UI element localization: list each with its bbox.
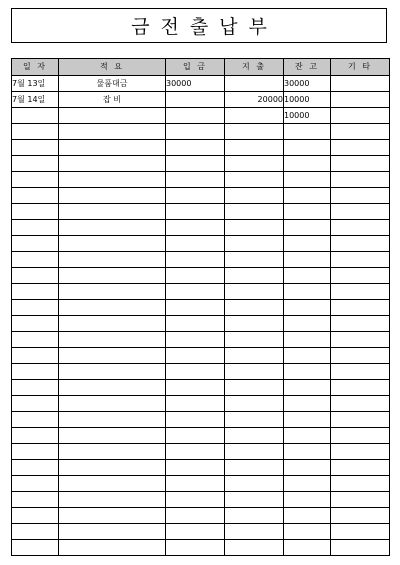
ledger-table: [11, 58, 390, 556]
other-cell: [331, 252, 390, 268]
balance-cell: [284, 204, 331, 220]
deposit-cell: [166, 348, 225, 364]
balance-cell: [284, 140, 331, 156]
deposit-cell: [166, 124, 225, 140]
balance-cell: [284, 348, 331, 364]
date-cell: [12, 380, 59, 396]
table-row: [12, 316, 390, 332]
expense-cell: [225, 300, 284, 316]
other-cell: [331, 332, 390, 348]
table-row: [12, 524, 390, 540]
expense-cell: [225, 428, 284, 444]
expense-cell: [225, 492, 284, 508]
other-cell: [331, 476, 390, 492]
other-cell: [331, 108, 390, 124]
description-cell: [59, 220, 166, 236]
balance-cell: [284, 540, 331, 556]
date-cell: [12, 492, 59, 508]
table-row: [12, 140, 390, 156]
date-cell: [12, 124, 59, 140]
other-cell: [331, 412, 390, 428]
deposit-cell: [166, 300, 225, 316]
date-cell: [12, 444, 59, 460]
description-cell: [59, 204, 166, 220]
other-cell: [331, 172, 390, 188]
other-cell: [331, 284, 390, 300]
balance-cell: [284, 460, 331, 476]
balance-cell: 10000: [284, 92, 331, 108]
deposit-cell: [166, 540, 225, 556]
balance-cell: [284, 220, 331, 236]
table-row: [12, 380, 390, 396]
table-row: [12, 396, 390, 412]
date-cell: [12, 252, 59, 268]
other-cell: [331, 444, 390, 460]
page-title: 금전출납부: [131, 16, 278, 38]
table-row: [12, 76, 390, 92]
table-row: [12, 236, 390, 252]
other-cell: [331, 156, 390, 172]
expense-cell: [225, 444, 284, 460]
expense-cell: [225, 284, 284, 300]
balance-cell: 10000: [284, 108, 331, 124]
date-cell: [12, 348, 59, 364]
other-cell: [331, 124, 390, 140]
expense-cell: [225, 108, 284, 124]
expense-cell: [225, 252, 284, 268]
description-cell: [59, 476, 166, 492]
table-row: [12, 92, 390, 108]
expense-cell: [225, 412, 284, 428]
deposit-cell: [166, 364, 225, 380]
table-row: [12, 540, 390, 556]
date-cell: [12, 108, 59, 124]
other-cell: [331, 316, 390, 332]
table-row: [12, 412, 390, 428]
balance-cell: [284, 156, 331, 172]
balance-cell: [284, 316, 331, 332]
other-cell: [331, 188, 390, 204]
expense-cell: [225, 172, 284, 188]
description-cell: [59, 508, 166, 524]
description-cell: [59, 380, 166, 396]
expense-cell: [225, 476, 284, 492]
date-cell: [12, 412, 59, 428]
column-header-deposit: 입 금: [166, 59, 225, 76]
date-cell: [12, 508, 59, 524]
date-cell: [12, 204, 59, 220]
date-cell: 7월 13일: [12, 76, 59, 92]
balance-cell: [284, 476, 331, 492]
table-row: [12, 508, 390, 524]
description-cell: [59, 156, 166, 172]
balance-cell: [284, 268, 331, 284]
other-cell: [331, 76, 390, 92]
description-cell: [59, 396, 166, 412]
balance-cell: [284, 252, 331, 268]
title-box: [11, 8, 387, 43]
other-cell: [331, 300, 390, 316]
deposit-cell: [166, 92, 225, 108]
other-cell: [331, 508, 390, 524]
expense-cell: [225, 204, 284, 220]
balance-cell: [284, 396, 331, 412]
other-cell: [331, 380, 390, 396]
table-row: [12, 492, 390, 508]
deposit-cell: [166, 204, 225, 220]
date-cell: [12, 188, 59, 204]
expense-cell: [225, 236, 284, 252]
table-row: [12, 460, 390, 476]
deposit-cell: [166, 156, 225, 172]
balance-cell: [284, 412, 331, 428]
table-row: [12, 124, 390, 140]
description-cell: [59, 364, 166, 380]
description-cell: [59, 524, 166, 540]
balance-cell: [284, 428, 331, 444]
date-cell: [12, 364, 59, 380]
table-row: [12, 348, 390, 364]
other-cell: [331, 140, 390, 156]
column-header-expense: 지 출: [225, 59, 284, 76]
description-cell: 물품대금: [59, 76, 166, 92]
date-cell: [12, 396, 59, 412]
date-cell: [12, 172, 59, 188]
deposit-cell: [166, 460, 225, 476]
deposit-cell: [166, 316, 225, 332]
description-cell: [59, 444, 166, 460]
description-cell: [59, 252, 166, 268]
deposit-cell: [166, 476, 225, 492]
date-cell: [12, 524, 59, 540]
deposit-cell: [166, 412, 225, 428]
deposit-cell: [166, 332, 225, 348]
expense-cell: [225, 156, 284, 172]
other-cell: [331, 268, 390, 284]
balance-cell: [284, 236, 331, 252]
deposit-cell: [166, 444, 225, 460]
date-cell: [12, 140, 59, 156]
description-cell: [59, 428, 166, 444]
table-row: [12, 252, 390, 268]
expense-cell: [225, 268, 284, 284]
expense-cell: 20000: [225, 92, 284, 108]
table-row: [12, 364, 390, 380]
balance-cell: [284, 124, 331, 140]
other-cell: [331, 540, 390, 556]
column-header-other: 기 타: [331, 59, 390, 76]
table-row: [12, 188, 390, 204]
table-row: [12, 444, 390, 460]
date-cell: [12, 540, 59, 556]
date-cell: [12, 220, 59, 236]
description-cell: [59, 236, 166, 252]
deposit-cell: [166, 220, 225, 236]
description-cell: [59, 332, 166, 348]
other-cell: [331, 204, 390, 220]
expense-cell: [225, 524, 284, 540]
date-cell: [12, 332, 59, 348]
deposit-cell: [166, 396, 225, 412]
other-cell: [331, 428, 390, 444]
table-row: [12, 284, 390, 300]
deposit-cell: [166, 284, 225, 300]
table-row: [12, 172, 390, 188]
expense-cell: [225, 380, 284, 396]
deposit-cell: [166, 188, 225, 204]
deposit-cell: [166, 108, 225, 124]
description-cell: [59, 300, 166, 316]
column-header-description: 적 요: [59, 59, 166, 76]
balance-cell: [284, 524, 331, 540]
expense-cell: [225, 76, 284, 92]
date-cell: [12, 236, 59, 252]
expense-cell: [225, 124, 284, 140]
deposit-cell: [166, 252, 225, 268]
description-cell: [59, 188, 166, 204]
other-cell: [331, 524, 390, 540]
table-row: [12, 300, 390, 316]
expense-cell: [225, 348, 284, 364]
balance-cell: [284, 364, 331, 380]
expense-cell: [225, 140, 284, 156]
other-cell: [331, 92, 390, 108]
table-row: [12, 476, 390, 492]
date-cell: [12, 284, 59, 300]
expense-cell: [225, 332, 284, 348]
expense-cell: [225, 188, 284, 204]
table-row: [12, 220, 390, 236]
deposit-cell: [166, 508, 225, 524]
description-cell: [59, 492, 166, 508]
description-cell: [59, 316, 166, 332]
expense-cell: [225, 396, 284, 412]
deposit-cell: [166, 428, 225, 444]
description-cell: [59, 140, 166, 156]
description-cell: [59, 412, 166, 428]
other-cell: [331, 492, 390, 508]
balance-cell: [284, 188, 331, 204]
description-cell: 잡 비: [59, 92, 166, 108]
description-cell: [59, 172, 166, 188]
other-cell: [331, 236, 390, 252]
expense-cell: [225, 364, 284, 380]
deposit-cell: [166, 268, 225, 284]
balance-cell: [284, 300, 331, 316]
date-cell: [12, 428, 59, 444]
date-cell: [12, 300, 59, 316]
balance-cell: 30000: [284, 76, 331, 92]
expense-cell: [225, 508, 284, 524]
description-cell: [59, 284, 166, 300]
deposit-cell: 30000: [166, 76, 225, 92]
other-cell: [331, 364, 390, 380]
table-row: [12, 332, 390, 348]
expense-cell: [225, 316, 284, 332]
date-cell: [12, 476, 59, 492]
balance-cell: [284, 508, 331, 524]
other-cell: [331, 220, 390, 236]
balance-cell: [284, 284, 331, 300]
balance-cell: [284, 380, 331, 396]
description-cell: [59, 124, 166, 140]
other-cell: [331, 460, 390, 476]
description-cell: [59, 108, 166, 124]
date-cell: [12, 268, 59, 284]
description-cell: [59, 460, 166, 476]
description-cell: [59, 268, 166, 284]
table-row: [12, 204, 390, 220]
balance-cell: [284, 172, 331, 188]
table-row: [12, 156, 390, 172]
description-cell: [59, 540, 166, 556]
header-row: [12, 59, 390, 76]
table-row: [12, 428, 390, 444]
expense-cell: [225, 220, 284, 236]
deposit-cell: [166, 492, 225, 508]
expense-cell: [225, 540, 284, 556]
balance-cell: [284, 492, 331, 508]
deposit-cell: [166, 524, 225, 540]
other-cell: [331, 396, 390, 412]
deposit-cell: [166, 236, 225, 252]
date-cell: [12, 156, 59, 172]
description-cell: [59, 348, 166, 364]
date-cell: 7월 14일: [12, 92, 59, 108]
expense-cell: [225, 460, 284, 476]
deposit-cell: [166, 140, 225, 156]
date-cell: [12, 316, 59, 332]
column-header-balance: 잔 고: [284, 59, 331, 76]
deposit-cell: [166, 172, 225, 188]
balance-cell: [284, 332, 331, 348]
table-row: [12, 108, 390, 124]
other-cell: [331, 348, 390, 364]
column-header-date: 일 자: [12, 59, 59, 76]
table-row: [12, 268, 390, 284]
balance-cell: [284, 444, 331, 460]
date-cell: [12, 460, 59, 476]
deposit-cell: [166, 380, 225, 396]
